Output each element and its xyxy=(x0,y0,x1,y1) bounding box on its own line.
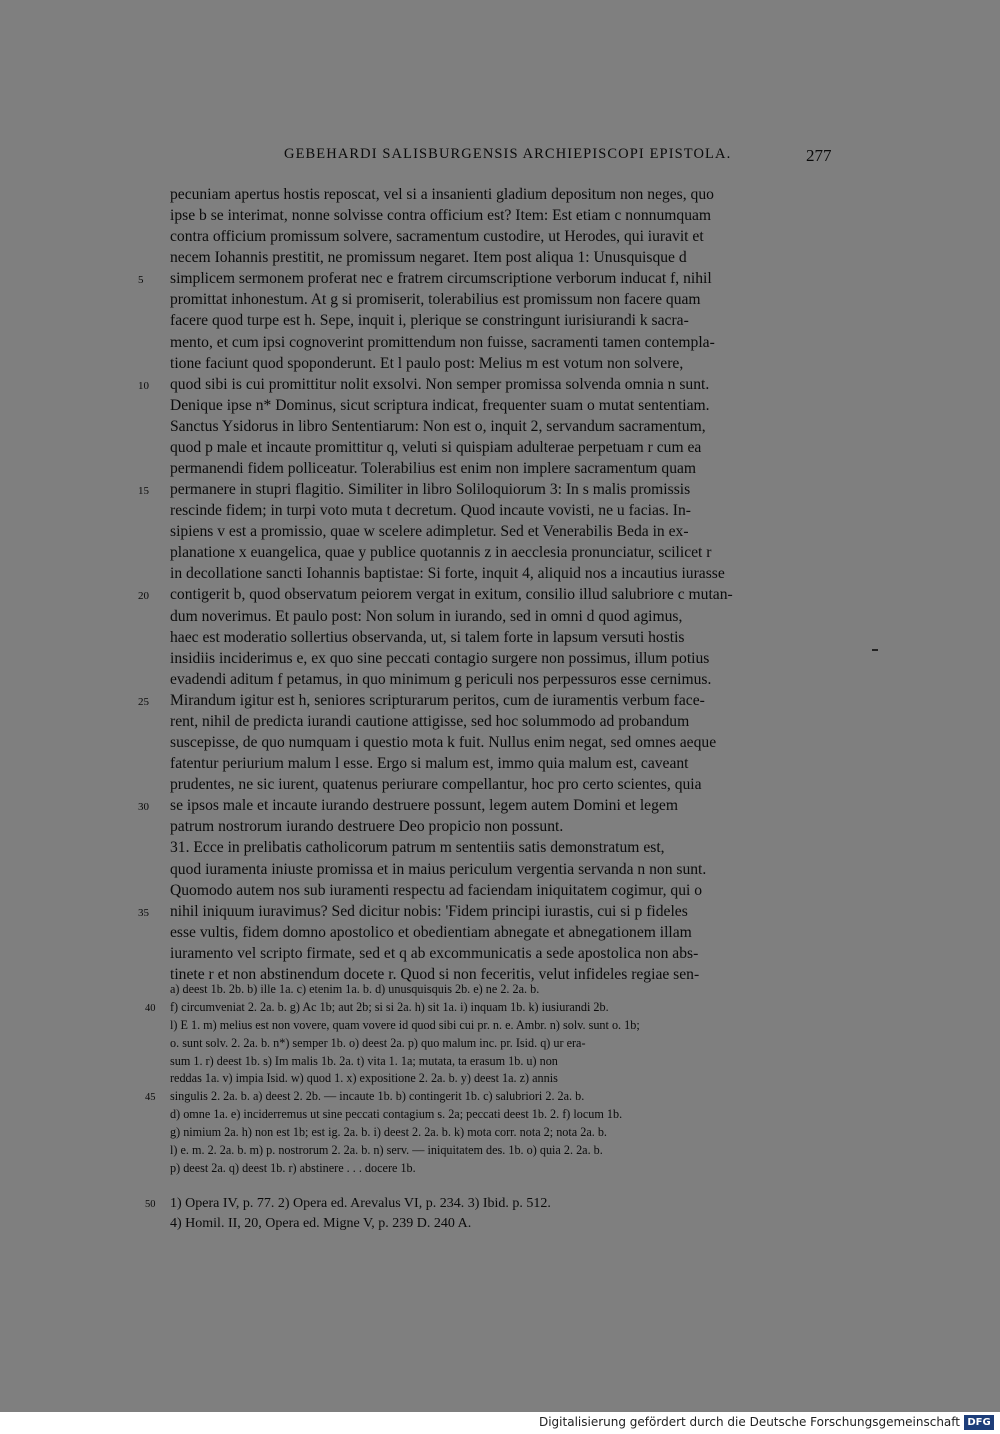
body-line xyxy=(0,249,1000,270)
line-number: 25 xyxy=(138,695,149,708)
body-text: tione faciunt quod spoponderunt. Et l paulo post: Melius m est votum non solvere, xyxy=(170,354,684,372)
body-line xyxy=(0,186,1000,207)
apparatus-text: l) E 1. m) melius est non vovere, quam vovere id quod sibi cui pr. n. e. Ambr. n) solv. sunt o. 1b; xyxy=(170,1017,640,1032)
footnote-text: 4) Homil. II, 20, Opera ed. Migne V, p. 239 D. 240 A. xyxy=(170,1216,472,1231)
body-text: Mirandum igitur est h, seniores scripturarum peritos, cum de iuramentis verbum face- xyxy=(170,691,705,709)
line-number: 45 xyxy=(145,1092,156,1104)
body-text: ipse b se interimat, nonne solvisse contra officium est? Item: Est etiam c nonnumquam xyxy=(170,207,712,225)
body-line xyxy=(0,228,1000,249)
line-number: 15 xyxy=(138,485,149,498)
running-header xyxy=(0,146,1000,170)
body-line xyxy=(0,629,1000,650)
apparatus-text: l) e. m. 2. 2a. b. m) p. nostrorum 2. 2a. b. n) serv. — iniquitatem des. 1b. o) quia 2. 2a. b. xyxy=(170,1143,603,1158)
body-line xyxy=(0,608,1000,629)
body-line xyxy=(0,523,1000,544)
body-text: planatione x euangelica, quae y publice quotannis z in aecclesia pronunciatur, scilicet r xyxy=(170,544,712,562)
body-line xyxy=(0,481,1000,502)
body-text: esse vultis, fidem domno apostolico et obedientiam abnegate et abnegationem illam xyxy=(170,923,692,941)
body-line xyxy=(0,418,1000,439)
apparatus-text: o. sunt solv. 2. 2a. b. n*) semper 1b. o) deest 2a. p) quo malum inc. pr. Isid. q) ur era- xyxy=(170,1035,586,1050)
body-text: Quomodo autem nos sub iuramenti respectu ad faciendam iniquitatem cogimur, qui o xyxy=(170,881,703,899)
body-text: prudentes, ne sic iurent, quatenus periurare compellantur, hoc pro certo scientes, quia xyxy=(170,776,702,794)
apparatus-line xyxy=(0,1054,1000,1072)
body-line xyxy=(0,502,1000,523)
apparatus-text: sum 1. r) deest 1b. s) Im malis 1b. 2a. t) vita 1. 1a; mutata, ta erasum 1b. u) non xyxy=(170,1053,558,1068)
body-text: simplicem sermonem proferat nec e fratrem circumscriptione verborum inducat f, nihil xyxy=(170,270,712,288)
body-line xyxy=(0,439,1000,460)
line-number: 50 xyxy=(145,1199,156,1210)
critical-apparatus xyxy=(0,982,1000,1179)
body-line xyxy=(0,376,1000,397)
body-line xyxy=(0,355,1000,376)
body-line xyxy=(0,586,1000,607)
apparatus-text: singulis 2. 2a. b. a) deest 2. 2b. — incaute 1b. b) contingerit 1b. c) salubriori 2. 2a. b. xyxy=(170,1089,585,1104)
body-text: iuramento vel scripto firmate, sed et q ab excommunicatis a sede apostolica non abs- xyxy=(170,944,699,962)
body-text: pecuniam apertus hostis reposcat, vel si a insanienti gladium depositum non neges, quo xyxy=(170,186,714,203)
body-text: quod iuramenta iniuste promissa et in maius periculum vergentia servanda n non sunt. xyxy=(170,860,707,878)
body-line xyxy=(0,207,1000,228)
line-number: 35 xyxy=(138,906,149,919)
body-line xyxy=(0,797,1000,818)
line-number: 40 xyxy=(145,1002,156,1014)
apparatus-line xyxy=(0,1143,1000,1161)
footnote-text: 1) Opera IV, p. 77. 2) Opera ed. Arevalus VI, p. 234. 3) Ibid. p. 512. xyxy=(170,1196,551,1211)
body-line xyxy=(0,924,1000,945)
footer-text: Digitalisierung gefördert durch die Deutsche Forschungsgemeinschaft xyxy=(538,1415,960,1429)
apparatus-line xyxy=(0,982,1000,1000)
body-line xyxy=(0,882,1000,903)
body-line xyxy=(0,861,1000,882)
body-line xyxy=(0,776,1000,797)
body-text: necem Iohannis prestitit, ne promissum negaret. Item post aliqua 1: Unusquisque d xyxy=(170,249,687,267)
line-number: 5 xyxy=(138,274,144,287)
main-text xyxy=(0,186,1000,987)
body-text: contra officium promissum solvere, sacramentum custodire, ut Herodes, qui iuravit et xyxy=(170,228,704,246)
footnotes xyxy=(0,1196,1000,1236)
apparatus-line xyxy=(0,1089,1000,1107)
apparatus-line xyxy=(0,1125,1000,1143)
apparatus-line xyxy=(0,1036,1000,1054)
body-line xyxy=(0,270,1000,291)
body-text: permanere in stupri flagitio. Similiter in libro Soliloquiorum 3: In s malis promissis xyxy=(170,481,691,499)
body-line xyxy=(0,903,1000,924)
body-text: nihil iniquum iuravimus? Sed dicitur nobis: 'Fidem principi iurastis, cui si p fideles xyxy=(170,902,688,920)
line-number: 30 xyxy=(138,801,149,814)
margin-mark xyxy=(872,649,878,651)
body-line xyxy=(0,291,1000,312)
body-text: Sanctus Ysidorus in libro Sententiarum: Non est o, inquit 2, servandum sacramentum, xyxy=(170,417,706,435)
dfg-logo: DFG xyxy=(964,1415,994,1430)
body-line xyxy=(0,734,1000,755)
apparatus-text: reddas 1a. v) impia Isid. w) quod 1. x) expositione 2. 2a. b. y) deest 1a. z) annis xyxy=(170,1071,558,1086)
body-line xyxy=(0,460,1000,481)
body-line xyxy=(0,839,1000,860)
body-text: tinete r et non abstinendum docete r. Quod si non feceritis, velut infideles regiae sen- xyxy=(170,965,700,983)
body-line xyxy=(0,818,1000,839)
body-text: contigerit b, quod observatum peiorem vergat in exitum, consilio illud salubriore c mutan- xyxy=(170,586,733,604)
body-line xyxy=(0,397,1000,418)
body-text: dum noverimus. Et paulo post: Non solum in iurando, sed in omni d quod agimus, xyxy=(170,607,683,625)
apparatus-line xyxy=(0,1107,1000,1125)
footnote-line xyxy=(0,1196,1000,1216)
body-text: rent, nihil de predicta iurandi cautione attigisse, sed hoc solummodo ad probandum xyxy=(170,712,690,730)
body-text: se ipsos male et incaute iurando destruere possunt, legem autem Domini et legem xyxy=(170,797,678,815)
apparatus-line xyxy=(0,1071,1000,1089)
body-text: fatentur periurium malum l esse. Ergo si malum est, immo quia malum est, caveant xyxy=(170,755,689,773)
apparatus-text: g) nimium 2a. h) non est 1b; est ig. 2a. b. i) deest 2. 2a. b. k) mota corr. nota 2; nota 2a. b. xyxy=(170,1125,607,1140)
body-text: evadendi aditum f petamus, in quo minimum g periculi nos perpessuros esse cernimus. xyxy=(170,670,712,688)
apparatus-line xyxy=(0,1161,1000,1179)
line-number: 20 xyxy=(138,590,149,603)
body-text: in decollatione sancti Iohannis baptistae: Si forte, inquit 4, aliquid nos a incautius iurasse xyxy=(170,565,725,583)
body-line xyxy=(0,312,1000,333)
body-text: mento, et cum ipsi cognoverint promittendum non fuisse, sacramenti tamen contempla- xyxy=(170,333,715,351)
body-text: suscepisse, de quo numquam i questio mota k fuit. Nullus enim negat, sed omnes aeque xyxy=(170,734,717,752)
apparatus-text: p) deest 2a. q) deest 1b. r) abstinere . . . docere 1b. xyxy=(170,1160,416,1175)
footnote-line xyxy=(0,1216,1000,1236)
line-number: 10 xyxy=(138,379,149,392)
page-number: 277 xyxy=(806,146,832,165)
body-text: permanendi fidem polliceatur. Tolerabilius est enim non implere sacramentum quam xyxy=(170,460,697,478)
apparatus-text: d) omne 1a. e) inciderremus ut sine peccati contagium s. 2a; peccati deest 1b. 2. f) locum 1b. xyxy=(170,1107,623,1122)
body-text: promittat inhonestum. At g si promiserit, tolerabilius est promissum non facere quam xyxy=(170,291,701,309)
body-text: quod p male et incaute promittitur q, veluti si quispiam adulterae perpetuam r cum ea xyxy=(170,438,702,456)
body-line xyxy=(0,650,1000,671)
body-text: patrum nostrorum iurando destruere Deo propicio non possunt. xyxy=(170,818,564,836)
apparatus-text: f) circumveniat 2. 2a. b. g) Ac 1b; aut 2b; si si 2a. h) sit 1a. i) inquam 1b. k) iusiurandi 2b. xyxy=(170,999,609,1014)
body-text: facere quod turpe est h. Sepe, inquit i, plerique se constringunt iurisiurandi k sacra- xyxy=(170,312,689,330)
body-text: sipiens v est a promissio, quae w scelere adimpletur. Sed et Venerabilis Beda in ex- xyxy=(170,523,689,541)
body-line xyxy=(0,671,1000,692)
apparatus-text: a) deest 1b. 2b. b) ille 1a. c) etenim 1a. b. d) unusquisquis 2b. e) ne 2. 2a. b. xyxy=(170,982,540,996)
body-line xyxy=(0,692,1000,713)
body-line xyxy=(0,945,1000,966)
body-line xyxy=(0,334,1000,355)
running-title: GEBEHARDI SALISBURGENSIS ARCHIEPISCOPI EPISTOLA. xyxy=(284,146,732,162)
body-line xyxy=(0,565,1000,586)
body-text: quod sibi is cui promittitur nolit exsolvi. Non semper promissa solvenda omnia n sunt. xyxy=(170,375,710,393)
body-text: haec est moderatio sollertius observanda, ut, si talem forte in lapsum versuti hostis xyxy=(170,628,685,646)
apparatus-line xyxy=(0,1018,1000,1036)
body-line xyxy=(0,544,1000,565)
body-text: rescinde fidem; in turpi voto muta t decretum. Quod incaute vovisti, ne u facias. In- xyxy=(170,502,691,520)
body-text: insidiis inciderimus e, ex quo sine peccati contagio surgere non possimus, illum potius xyxy=(170,649,710,667)
body-text: Denique ipse n* Dominus, sicut scriptura indicat, frequenter suam o mutat sententiam. xyxy=(170,396,710,414)
body-text: 31. Ecce in prelibatis catholicorum patrum m sententiis satis demonstratum est, xyxy=(170,839,665,857)
body-line xyxy=(0,713,1000,734)
apparatus-line xyxy=(0,1000,1000,1018)
body-line xyxy=(0,755,1000,776)
dfg-footer xyxy=(0,1412,1000,1434)
